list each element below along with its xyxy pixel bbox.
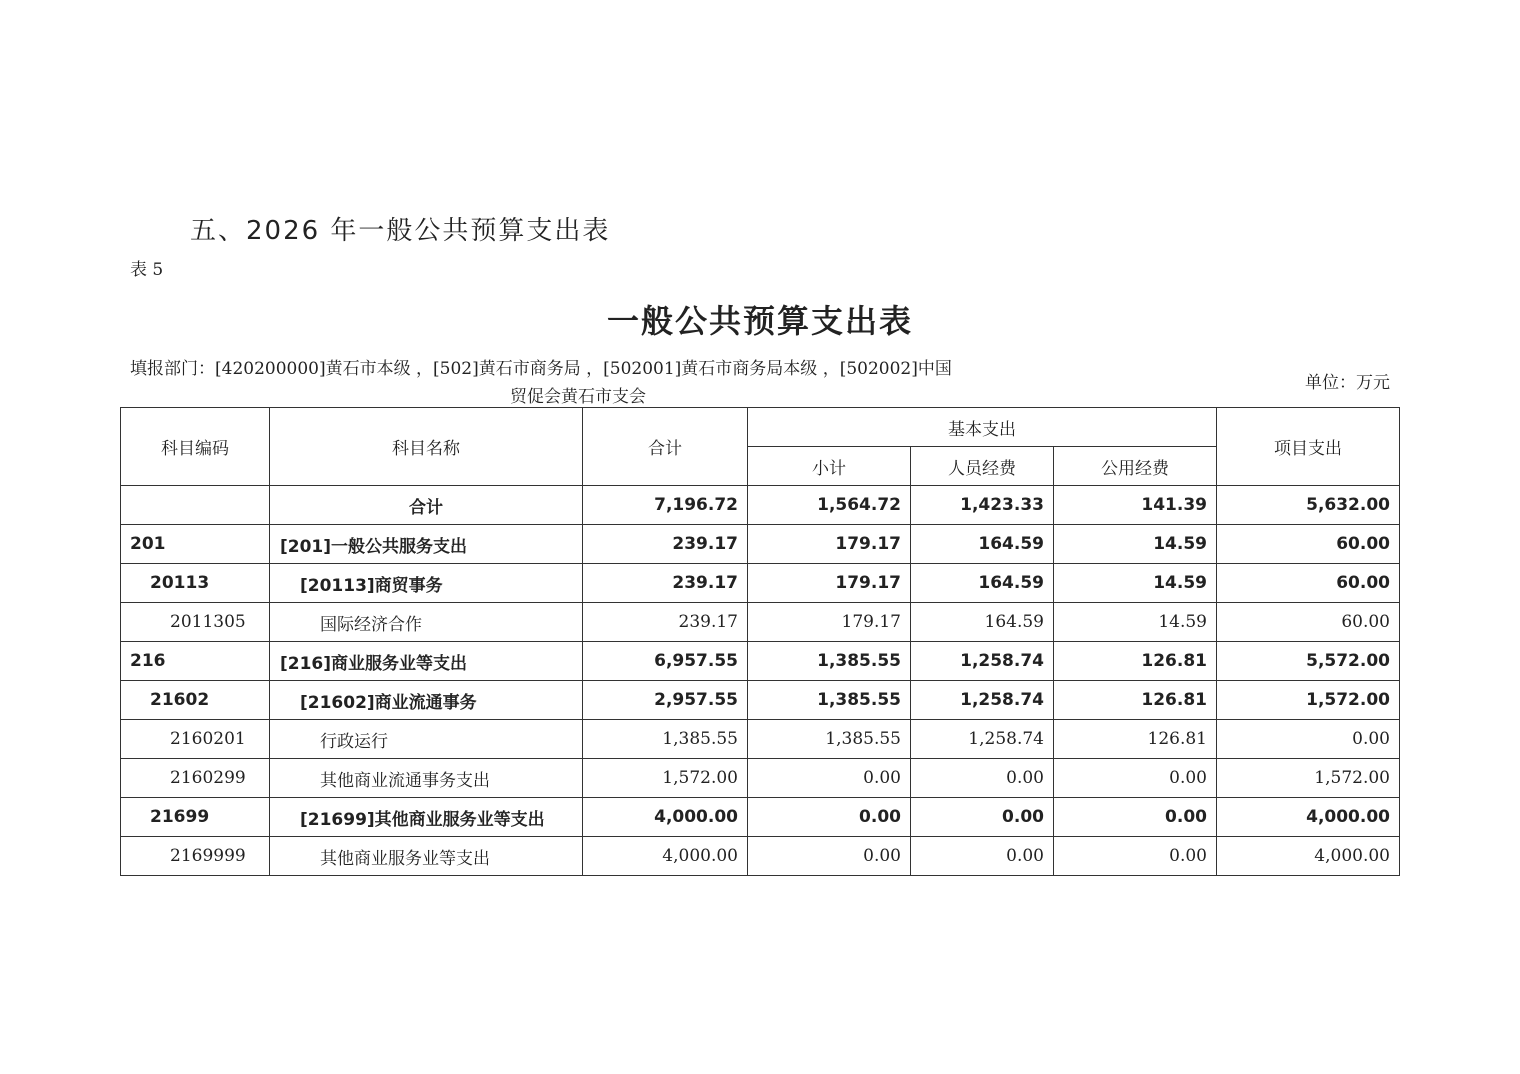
row-total: 1,385.55 xyxy=(583,720,748,759)
row-personnel: 164.59 xyxy=(911,525,1054,564)
row-name: [20113]商贸事务 xyxy=(270,564,583,603)
row-project: 5,572.00 xyxy=(1217,642,1400,681)
row-project: 60.00 xyxy=(1217,525,1400,564)
row-name: [201]一般公共服务支出 xyxy=(270,525,583,564)
row-total: 239.17 xyxy=(583,525,748,564)
table-row xyxy=(121,564,1400,603)
row-public: 0.00 xyxy=(1054,798,1217,837)
row-personnel: 1,423.33 xyxy=(911,486,1054,525)
table-row xyxy=(121,603,1400,642)
header-code: 科目编码 xyxy=(121,408,270,486)
header-basic: 基本支出 xyxy=(748,408,1217,447)
header-row-1 xyxy=(121,408,1400,447)
table-row xyxy=(121,837,1400,876)
row-total: 1,572.00 xyxy=(583,759,748,798)
row-public: 126.81 xyxy=(1054,720,1217,759)
report-title: 一般公共预算支出表 xyxy=(606,302,913,340)
row-subtotal: 1,385.55 xyxy=(748,720,911,759)
row-code: 21699 xyxy=(121,798,270,837)
row-project: 60.00 xyxy=(1217,564,1400,603)
row-name: 行政运行 xyxy=(270,720,583,759)
row-project: 5,632.00 xyxy=(1217,486,1400,525)
row-name: [21699]其他商业服务业等支出 xyxy=(270,798,583,837)
row-public: 141.39 xyxy=(1054,486,1217,525)
header-name: 科目名称 xyxy=(270,408,583,486)
row-public: 0.00 xyxy=(1054,837,1217,876)
row-personnel: 1,258.74 xyxy=(911,642,1054,681)
row-subtotal: 1,564.72 xyxy=(748,486,911,525)
table-row xyxy=(121,525,1400,564)
row-personnel: 0.00 xyxy=(911,837,1054,876)
header-personnel: 人员经费 xyxy=(911,447,1054,486)
row-name: 合计 xyxy=(270,486,583,525)
row-subtotal: 1,385.55 xyxy=(748,642,911,681)
row-personnel: 1,258.74 xyxy=(911,720,1054,759)
row-project: 1,572.00 xyxy=(1217,759,1400,798)
row-total: 4,000.00 xyxy=(583,798,748,837)
row-name: [216]商业服务业等支出 xyxy=(270,642,583,681)
row-public: 126.81 xyxy=(1054,642,1217,681)
row-name: [21602]商业流通事务 xyxy=(270,681,583,720)
unit-label: 单位：万元 xyxy=(1305,373,1390,393)
header-project: 项目支出 xyxy=(1217,408,1400,486)
table-row xyxy=(121,681,1400,720)
row-project: 0.00 xyxy=(1217,720,1400,759)
table-row xyxy=(121,642,1400,681)
row-code: 21602 xyxy=(121,681,270,720)
row-project: 4,000.00 xyxy=(1217,837,1400,876)
row-total: 239.17 xyxy=(583,603,748,642)
row-code xyxy=(121,486,270,525)
row-total: 7,196.72 xyxy=(583,486,748,525)
row-personnel: 164.59 xyxy=(911,564,1054,603)
row-subtotal: 0.00 xyxy=(748,759,911,798)
row-code: 2160201 xyxy=(121,720,270,759)
row-subtotal: 1,385.55 xyxy=(748,681,911,720)
header-public: 公用经费 xyxy=(1054,447,1217,486)
table-row xyxy=(121,798,1400,837)
row-subtotal: 0.00 xyxy=(748,837,911,876)
row-public: 14.59 xyxy=(1054,564,1217,603)
row-project: 1,572.00 xyxy=(1217,681,1400,720)
budget-table xyxy=(120,407,1400,876)
table-row-total xyxy=(121,486,1400,525)
department-line-2: 贸促会黄石市支会 xyxy=(510,387,646,407)
row-code: 20113 xyxy=(121,564,270,603)
row-subtotal: 179.17 xyxy=(748,525,911,564)
section-heading: 五、2026 年一般公共预算支出表 xyxy=(190,216,611,246)
row-personnel: 164.59 xyxy=(911,603,1054,642)
row-total: 2,957.55 xyxy=(583,681,748,720)
row-project: 4,000.00 xyxy=(1217,798,1400,837)
row-code: 2011305 xyxy=(121,603,270,642)
row-code: 216 xyxy=(121,642,270,681)
row-personnel: 0.00 xyxy=(911,759,1054,798)
row-total: 6,957.55 xyxy=(583,642,748,681)
table-number: 表 5 xyxy=(130,260,164,280)
table-row xyxy=(121,759,1400,798)
row-subtotal: 0.00 xyxy=(748,798,911,837)
row-name: 其他商业流通事务支出 xyxy=(270,759,583,798)
header-total: 合计 xyxy=(583,408,748,486)
row-project: 60.00 xyxy=(1217,603,1400,642)
row-name: 国际经济合作 xyxy=(270,603,583,642)
department-line-1: 填报部门：[420200000]黄石市本级 ，[502]黄石市商务局 ，[502001]黄石市商务局本级 ，[502002]中国 xyxy=(130,359,952,379)
row-code: 201 xyxy=(121,525,270,564)
row-code: 2169999 xyxy=(121,837,270,876)
row-personnel: 0.00 xyxy=(911,798,1054,837)
row-personnel: 1,258.74 xyxy=(911,681,1054,720)
row-code: 2160299 xyxy=(121,759,270,798)
row-total: 239.17 xyxy=(583,564,748,603)
row-subtotal: 179.17 xyxy=(748,564,911,603)
header-subtotal: 小计 xyxy=(748,447,911,486)
row-public: 14.59 xyxy=(1054,525,1217,564)
row-name: 其他商业服务业等支出 xyxy=(270,837,583,876)
row-public: 0.00 xyxy=(1054,759,1217,798)
row-subtotal: 179.17 xyxy=(748,603,911,642)
row-public: 126.81 xyxy=(1054,681,1217,720)
table-row xyxy=(121,720,1400,759)
row-public: 14.59 xyxy=(1054,603,1217,642)
row-total: 4,000.00 xyxy=(583,837,748,876)
